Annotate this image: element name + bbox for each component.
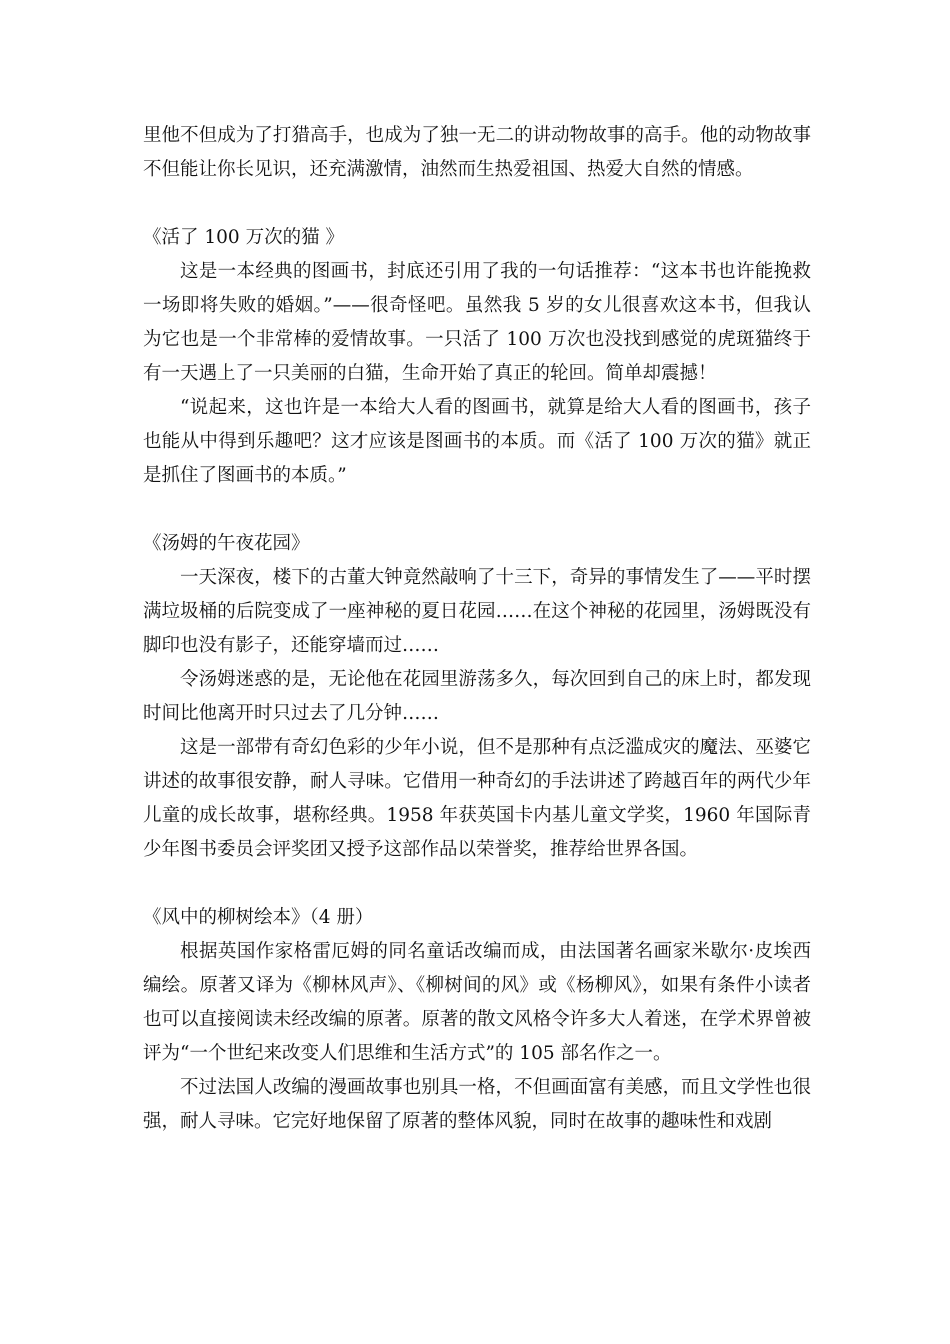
section-title-cat: 《活了 100 万次的猫 》	[143, 227, 344, 248]
section-title-willows: 《风中的柳树绘本》（4 册）	[143, 907, 374, 928]
document-page	[143, 119, 811, 1139]
paragraph: 一天深夜，楼下的古董大钟竟然敲响了十三下，奇异的事情发生了——平时摆满垃圾桶的后院变成了一座神秘的夏日花园……在这个神秘的花园里，汤姆既没有脚印也没有影子，还能穿墙而过……	[143, 567, 811, 656]
intro-paragraph	[143, 119, 811, 187]
paragraph: 令汤姆迷惑的是，无论他在花园里游荡多久，每次回到自己的床上时，都发现时间比他离开时只过去了几分钟……	[143, 669, 811, 724]
paragraph: 这是一本经典的图画书，封底还引用了我的一句话推荐：“这本书也许能挽救一场即将失败的婚姻。”——很奇怪吧。虽然我 5 岁的女儿很喜欢这本书，但我认为它也是一个非常棒的爱情故事。一只活了 100 万次也没找到感觉的虎斑猫终于有一天遇上了一只美丽的白猫，生命开始了真正的轮回。简单却震撼！	[143, 261, 811, 384]
section-gap	[143, 187, 811, 221]
paragraph: 根据英国作家格雷厄姆的同名童话改编而成，由法国著名画家米歇尔·皮埃西编绘。原著又译为《柳林风声》、《柳树间的风》或《杨柳风》，如果有条件小读者也可以直接阅读未经改编的原著。原著的散文风格令许多大人着迷，在学术界曾被评为“一个世纪来改变人们思维和生活方式”的 105 部名作之一。	[143, 941, 811, 1064]
intro-line: 里他不但成为了打猎高手，也成为了独一无二的讲动物故事的高手。他的动物故	[143, 125, 793, 146]
section-gap	[143, 867, 811, 901]
intro-line: 事不但能让你长见识，还充满激情，油然而生热爱祖国、热爱大自然的情感。	[143, 125, 811, 180]
paragraph: 不过法国人改编的漫画故事也别具一格，不但画面富有美感，而且文学性也很强，耐人寻味。它完好地保留了原著的整体风貌，同时在故事的趣味性和戏剧	[143, 1077, 811, 1132]
section-title-tom: 《汤姆的午夜花园》	[143, 533, 310, 554]
paragraph: “说起来，这也许是一本给大人看的图画书，就算是给大人看的图画书，孩子也能从中得到乐趣吧？这才应该是图画书的本质。而《活了 100 万次的猫》就正是抓住了图画书的本质。”	[143, 397, 811, 486]
paragraph: 这是一部带有奇幻色彩的少年小说，但不是那种有点泛滥成灾的魔法、巫婆它讲述的故事很安静，耐人寻味。它借用一种奇幻的手法讲述了跨越百年的两代少年儿童的成长故事，堪称经典。1958 年获英国卡内基儿童文学奖，1960 年国际青少年图书委员会评奖团又授予这部作品以荣誉奖，推荐给世界各国。	[143, 737, 811, 860]
section-gap	[143, 493, 811, 527]
